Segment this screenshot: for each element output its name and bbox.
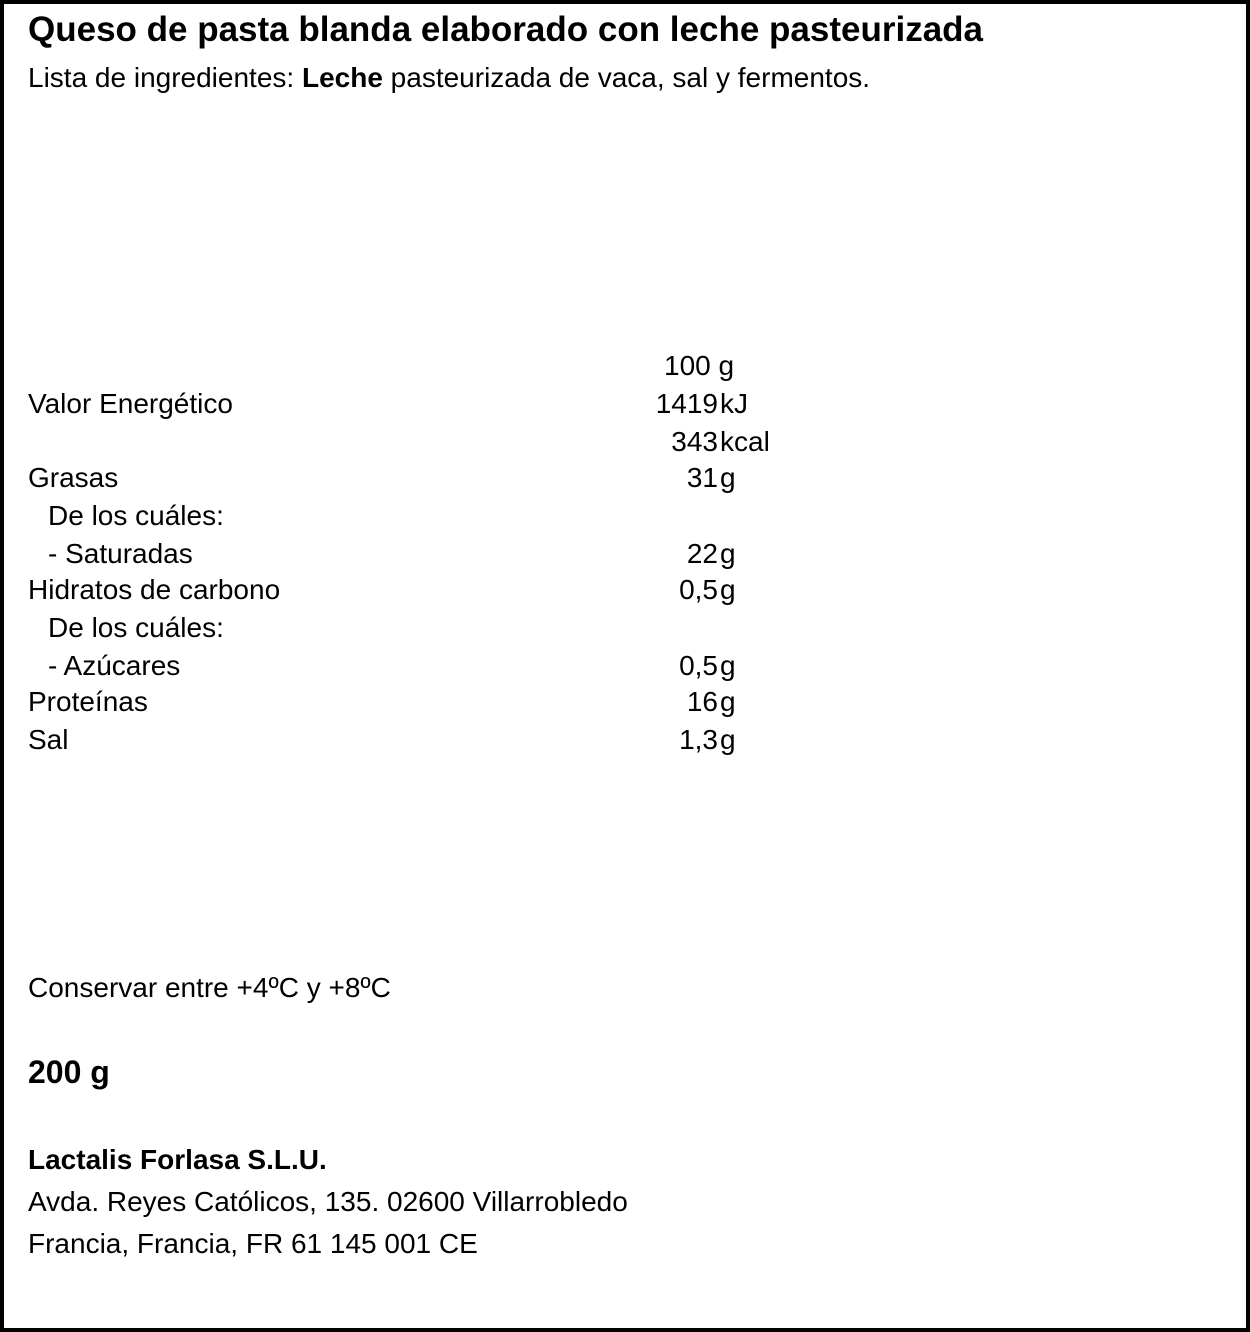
saturated-unit: g (720, 538, 736, 569)
protein-value: 16 (686, 686, 718, 717)
saturated-value: 22 (686, 538, 718, 569)
fat-value: 31 (686, 462, 718, 493)
company-address: Avda. Reyes Católicos, 135. 02600 Villarrobledo (28, 1186, 628, 1217)
saturated-label: - Saturadas (48, 538, 193, 569)
fat-sub-header: De los cuáles: (48, 500, 224, 531)
sugars-label: - Azúcares (48, 650, 181, 681)
carbs-sub-header: De los cuáles: (48, 612, 224, 643)
nutrition-column-header: 100 g (664, 350, 735, 381)
ingredients-allergen: Leche (301, 62, 383, 93)
salt-value: 1,3 (679, 724, 718, 755)
salt-unit: g (720, 724, 736, 755)
carbs-value: 0,5 (679, 574, 718, 605)
ingredients-prefix: Lista de ingredientes: (28, 62, 302, 93)
carbs-unit: g (720, 574, 736, 605)
storage-instructions: Conservar entre +4ºC y +8ºC (28, 972, 391, 1003)
energy-kj-value: 1419 (655, 388, 718, 419)
energy-label: Valor Energético (28, 388, 233, 419)
energy-kcal-value: 343 (671, 426, 718, 457)
sugars-value: 0,5 (679, 650, 718, 681)
energy-kcal-unit: kcal (720, 426, 770, 457)
fat-label: Grasas (28, 462, 119, 493)
protein-label: Proteínas (28, 686, 148, 717)
protein-unit: g (720, 686, 736, 717)
energy-kj-unit: kJ (720, 388, 748, 419)
carbs-label: Hidratos de carbono (28, 574, 281, 605)
product-title: Queso de pasta blanda elaborado con leche pasteurizada (28, 10, 983, 49)
net-weight: 200 g (28, 1054, 110, 1090)
salt-label: Sal (28, 724, 69, 755)
company-name: Lactalis Forlasa S.L.U. (28, 1144, 327, 1175)
ingredients-list (28, 60, 870, 96)
sugars-unit: g (720, 650, 736, 681)
ingredients-rest: pasteurizada de vaca, sal y fermentos. (382, 62, 871, 93)
company-country-line: Francia, Francia, FR 61 145 001 CE (28, 1228, 478, 1259)
fat-unit: g (720, 462, 736, 493)
